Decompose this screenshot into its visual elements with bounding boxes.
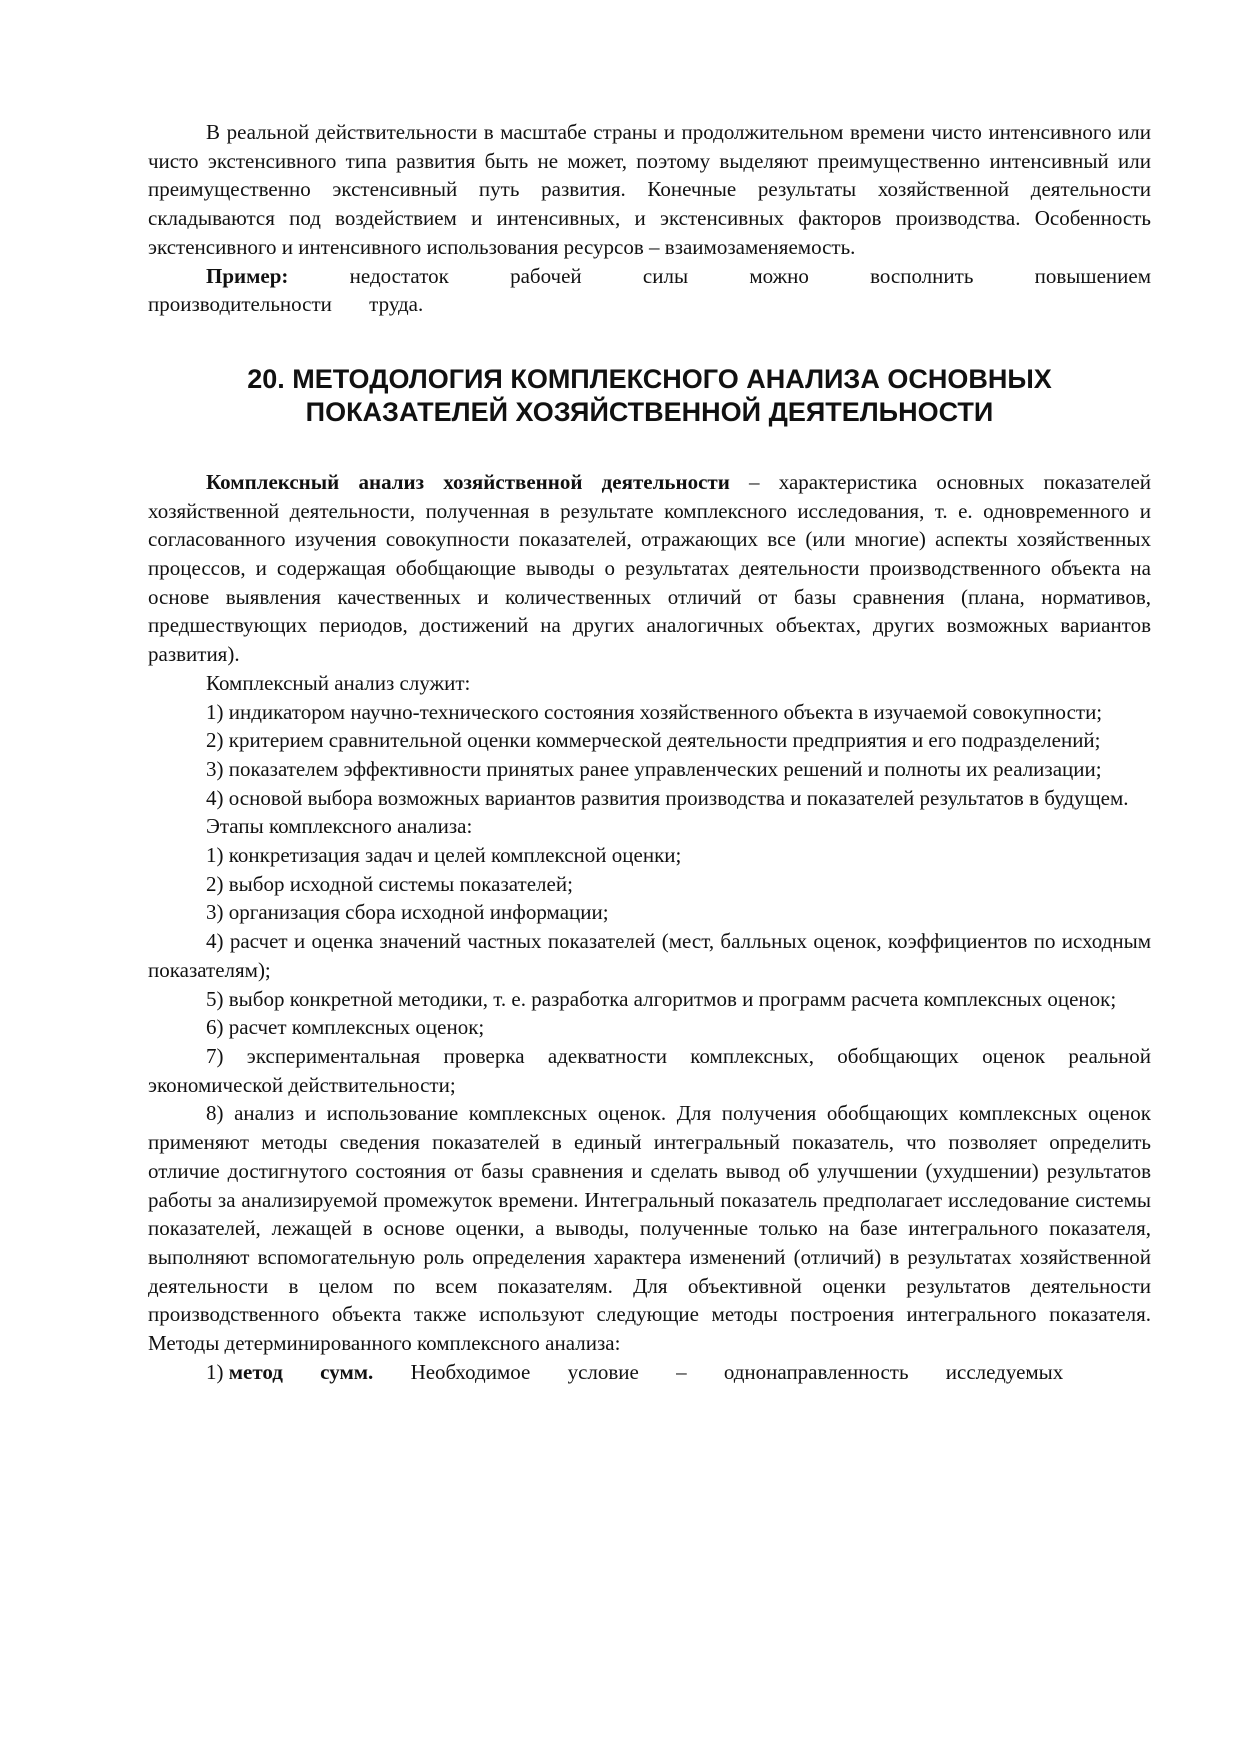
example-text: недостаток рабочей силы можно восполнить повышением производительности труда.: [148, 263, 1151, 317]
document-page: [148, 118, 1151, 1386]
list-item: 8) анализ и использование комплексных оценок. Для получения обобщающих комплексных оценок применяют методы сведения показателей в единый интегральный показатель, что позволяет определить отличие достигнутого состояния от базы сравнения и сделать вывод об улучшении (ухудшении) результатов работы за анализируемой промежуток времени. Интегральный показатель предполагает исследование системы показателей, лежащей в основе оценки, а выводы, полученные только на базе интегрального показателя, выполняют вспомогательную роль определения характера изменений (отличий) в результатах хозяйственной деятельности в целом по всем показателям. Для объективной оценки результатов деятельности производственного объекта также используют следующие методы построения интегрального показателя. Методы детерминированного комплексного анализа:: [148, 1101, 1151, 1356]
list-item: 1) индикатором научно-технического состояния хозяйственного объекта в изучаемой совокупности;: [206, 699, 1103, 724]
example-paragraph: [148, 262, 1151, 319]
method-text: Необходимое условие – однонаправленность исследуемых: [373, 1359, 1064, 1384]
list-item: 3) показателем эффективности принятых ранее управленческих решений и полноты их реализации;: [206, 756, 1102, 781]
definition-paragraph: [148, 468, 1151, 669]
definition-term: Комплексный анализ хозяйственной деятельности: [206, 469, 730, 494]
list-item: 5) выбор конкретной методики, т. е. разработка алгоритмов и программ расчета комплексных оценок;: [206, 986, 1117, 1011]
method-label: метод сумм.: [228, 1359, 374, 1384]
list-item: 4) расчет и оценка значений частных показателей (мест, балльных оценок, коэффициентов по исходным показателям);: [148, 929, 1151, 982]
example-label: Пример:: [206, 263, 289, 288]
section-title-line-1: 20. МЕТОДОЛОГИЯ КОМПЛЕКСНОГО АНАЛИЗА ОСНОВНЫХ: [247, 363, 1052, 394]
list-item: 1) конкретизация задач и целей комплексной оценки;: [206, 843, 682, 868]
section-title: [148, 363, 1151, 429]
list-item: 4) основой выбора возможных вариантов развития производства и показателей результатов в будущем.: [206, 785, 1129, 810]
method-number: 1): [206, 1359, 229, 1384]
list-item: 3) организация сбора исходной информации;: [206, 900, 609, 925]
list-item: 2) критерием сравнительной оценки коммерческой деятельности предприятия и его подразделений;: [206, 728, 1101, 753]
list-item: 7) экспериментальная проверка адекватности комплексных, обобщающих оценок реальной экономической действительности;: [148, 1043, 1151, 1097]
method-paragraph: [148, 1358, 1151, 1387]
serves-intro: Комплексный анализ служит:: [206, 670, 471, 695]
definition-text: – характеристика основных показателей хозяйственной деятельности, полученная в результате комплексного исследования, т. е. одновременного и согласованного изучения совокупности показателей, отражающих все (или многие) аспекты хозяйственных процессов, и содержащая обобщающие выводы о результатах деятельности производственного объекта на основе выявления качественных и количественных отличий от базы сравнения (плана, нормативов, предшествующих периодов, достижений на других аналогичных объектах, других возможных вариантов развития).: [148, 469, 1151, 667]
list-item: 2) выбор исходной системы показателей;: [206, 871, 573, 896]
section-title-line-2: ПОКАЗАТЕЛЕЙ ХОЗЯЙСТВЕННОЙ ДЕЯТЕЛЬНОСТИ: [305, 396, 994, 427]
intro-paragraph: В реальной действительности в масштабе страны и продолжительном времени чисто интенсивного или чисто экстенсивного типа развития быть не может, поэтому выделяют преимущественно интенсивный или преимущественно экстенсивный путь развития. Конечные результаты хозяйственной деятельности складываются под воздействием и интенсивных, и экстенсивных факторов производства. Особенность экстенсивного и интенсивного использования ресурсов – взаимозаменяемость.: [148, 120, 1151, 259]
list-item: 6) расчет комплексных оценок;: [206, 1015, 485, 1040]
stages-intro: Этапы комплексного анализа:: [206, 814, 473, 839]
